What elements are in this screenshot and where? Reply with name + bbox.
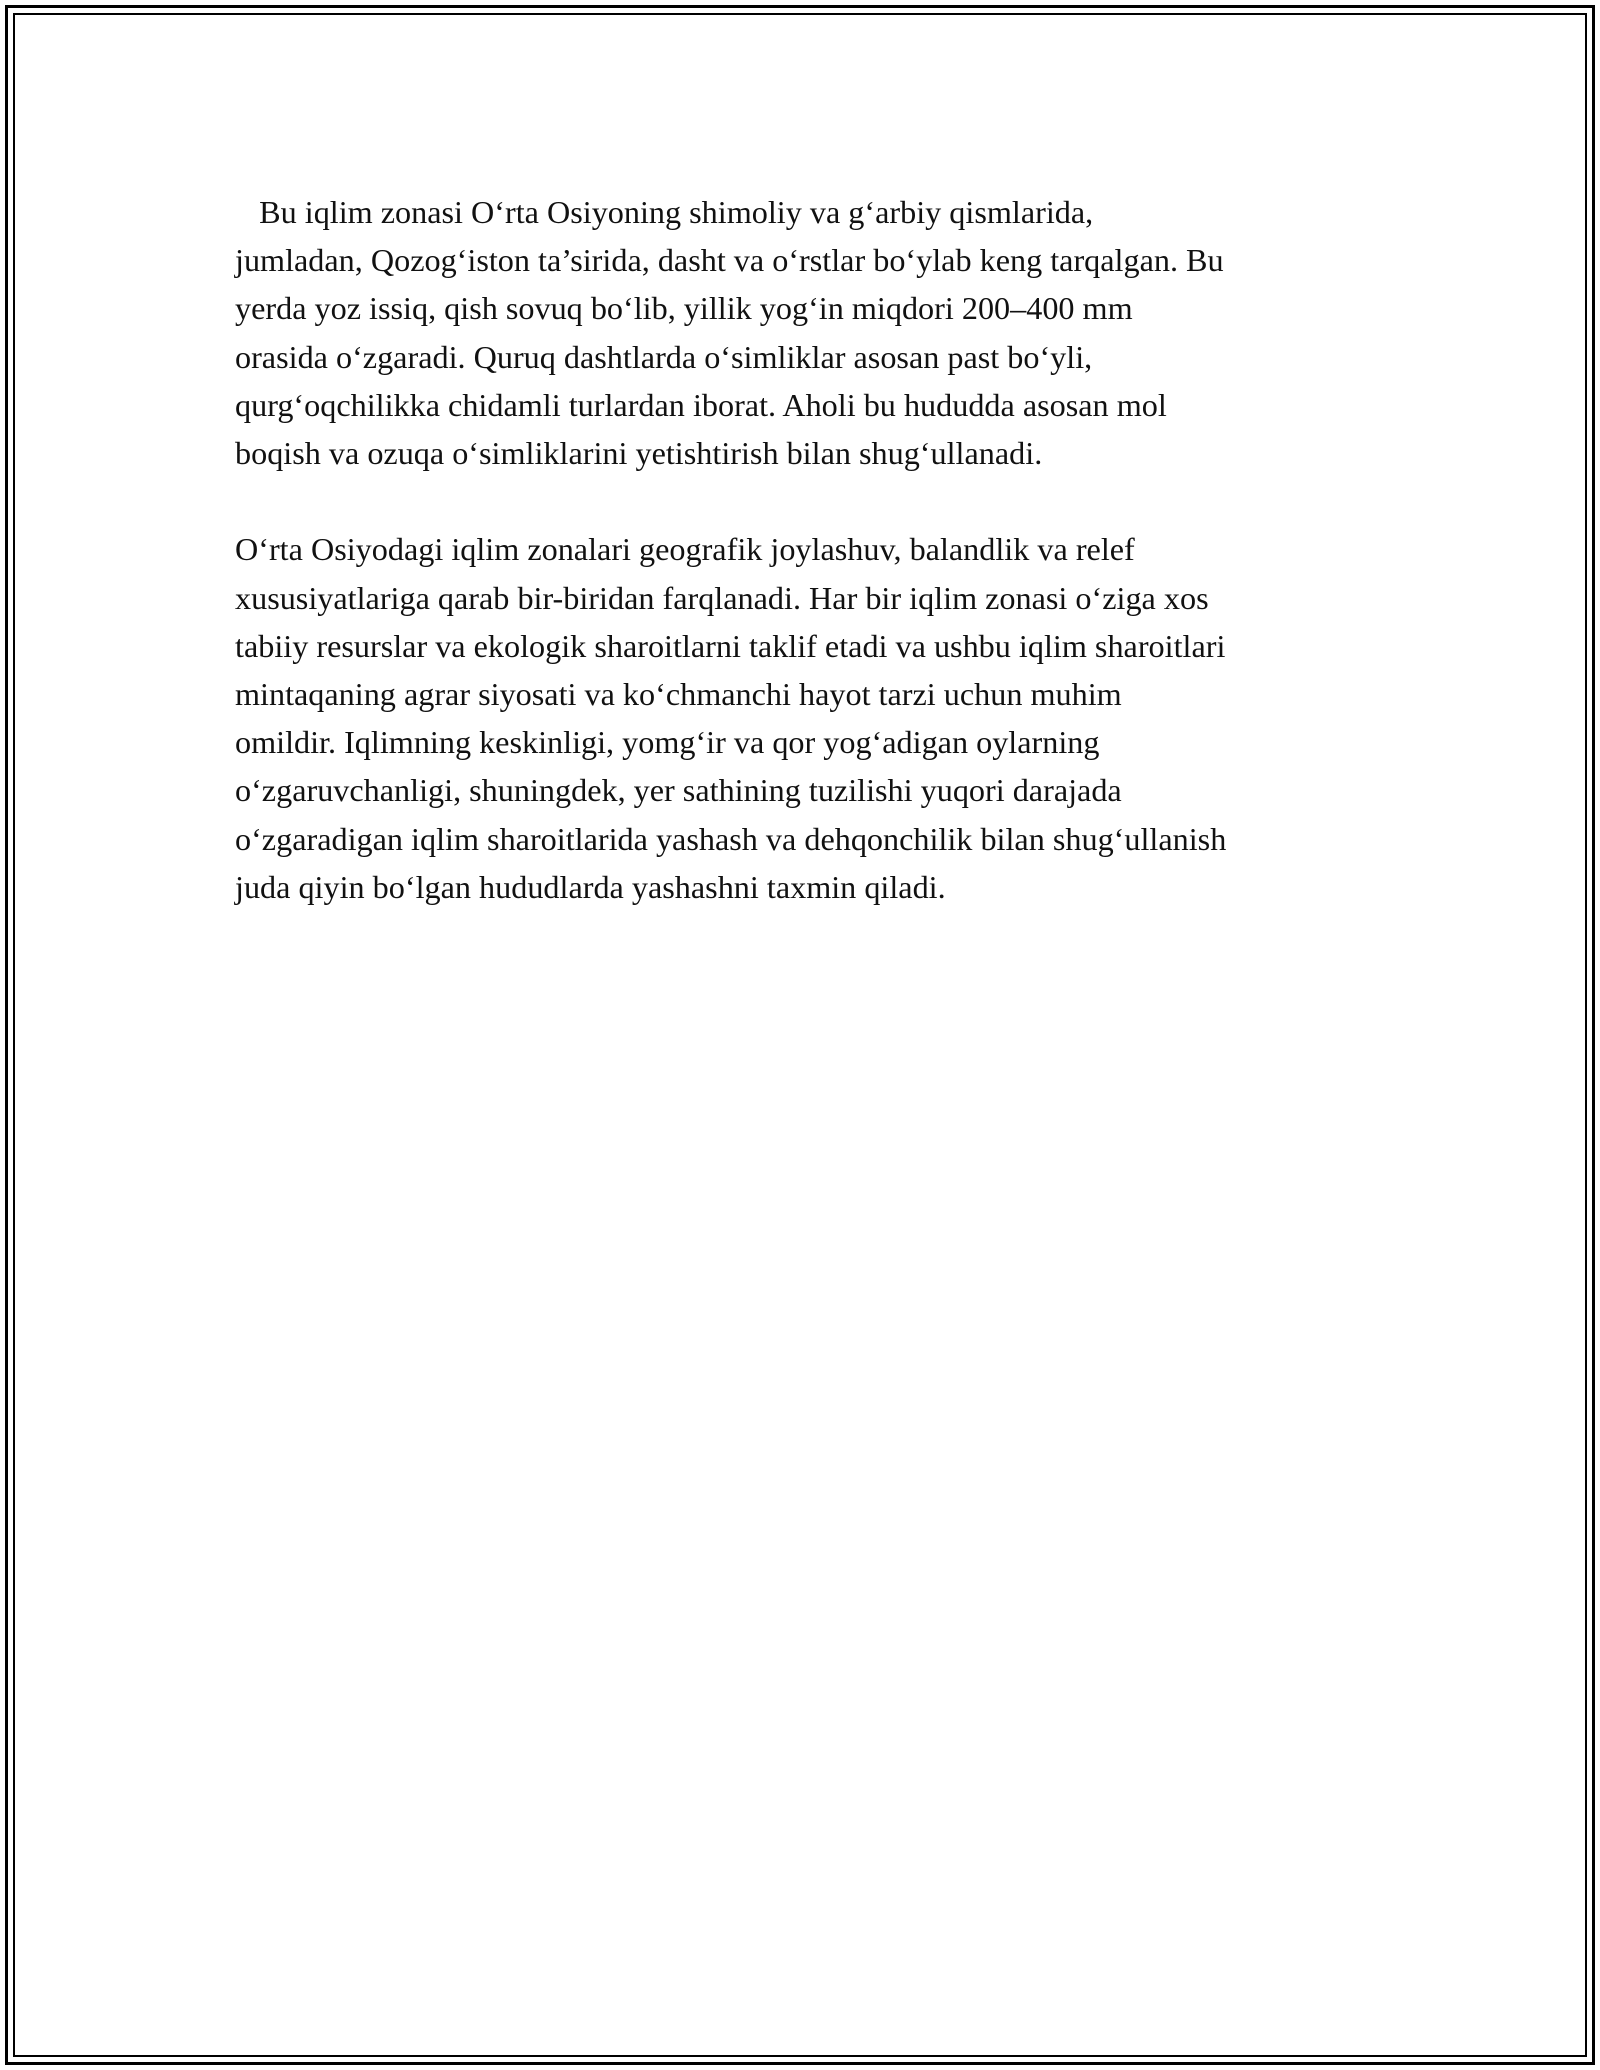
text-line: orasida o‘zgaradi. Quruq dashtlarda o‘simliklar asosan past bo‘yli, bbox=[235, 338, 1093, 375]
text-line: juda qiyin bo‘lgan hududlarda yashashni taxmin qiladi. bbox=[235, 868, 946, 905]
text-line: tabiiy resurslar va ekologik sharoitlarni taklif etadi va ushbu iqlim sharoitlari bbox=[235, 627, 1226, 664]
text-line: o‘zgaradigan iqlim sharoitlarida yashash va dehqonchilik bilan shug‘ullanish bbox=[235, 820, 1227, 857]
text-line: yerda yoz issiq, qish sovuq bo‘lib, yillik yog‘in miqdori 200–400 mm bbox=[235, 290, 1133, 327]
paragraph-1 bbox=[235, 188, 1375, 477]
text-line: omildir. Iqlimning keskinligi, yomg‘ir va qor yog‘adigan oylarning bbox=[235, 724, 1100, 761]
text-line: mintaqaning agrar siyosati va ko‘chmanchi hayot tarzi uchun muhim bbox=[235, 676, 1122, 713]
text-line: Bu iqlim zonasi O‘rta Osiyoning shimoliy va g‘arbiy qismlarida, bbox=[235, 194, 1094, 230]
text-line: jumladan, Qozog‘iston ta’sirida, dasht va o‘rstlar bo‘ylab keng tarqalgan. Bu bbox=[235, 242, 1224, 279]
paragraph-2 bbox=[235, 525, 1375, 911]
text-line: O‘rta Osiyodagi iqlim zonalari geografik joylashuv, balandlik va relef bbox=[235, 531, 1135, 568]
document-body bbox=[235, 188, 1375, 911]
text-line: xususiyatlariga qarab bir-biridan farqlanadi. Har bir iqlim zonasi o‘ziga xos bbox=[235, 579, 1209, 616]
text-line: boqish va ozuqa o‘simliklarini yetishtirish bilan shug‘ullanadi. bbox=[235, 435, 1043, 472]
text-line: qurg‘oqchilikka chidamli turlardan iborat. Aholi bu hududda asosan mol bbox=[235, 386, 1167, 423]
text-line: o‘zgaruvchanligi, shuningdek, yer sathining tuzilishi yuqori darajada bbox=[235, 772, 1122, 809]
